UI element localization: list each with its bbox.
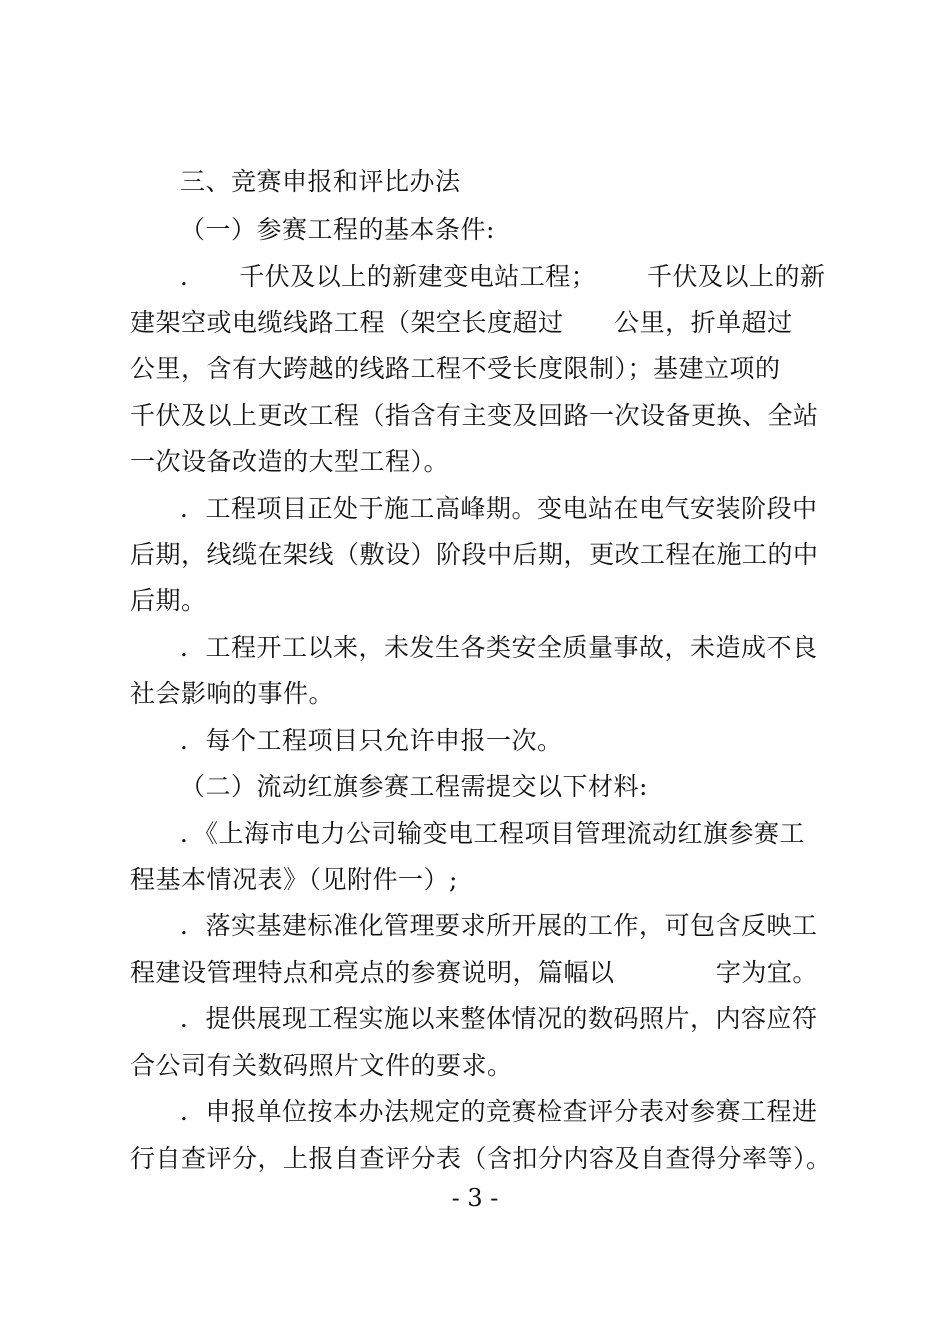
paragraph-line: 程建设管理特点和亮点的参赛说明，篇幅以 字为宜。 [130, 958, 818, 987]
section-heading: 三、竞赛申报和评比办法 [180, 167, 461, 196]
paragraph-line: 后期。 [130, 586, 207, 615]
paragraph-line: 一次设备改造的大型工程）。 [130, 447, 450, 476]
paragraph-line: 建架空或电缆线路工程（架空长度超过 公里，折单超过 [130, 308, 793, 337]
paragraph-line: ．申报单位按本办法规定的竞赛检查评分表对参赛工程进 [180, 1097, 818, 1126]
paragraph-line: 合公司有关数码照片文件的要求。 [130, 1051, 513, 1080]
paragraph-line: 后期，线缆在架线（敷设）阶段中后期，更改工程在施工的中 [130, 540, 819, 569]
paragraph-line: ．工程开工以来，未发生各类安全质量事故，未造成不良 [180, 633, 818, 662]
paragraph-line: ．《上海市电力公司输变电工程项目管理流动红旗参赛工 [180, 819, 806, 848]
paragraph-line: 公里，含有大跨越的线路工程不受长度限制）；基建立项的 [130, 354, 781, 383]
paragraph-line: ．工程项目正处于施工高峰期。变电站在电气安装阶段中 [180, 494, 818, 523]
paragraph-line: ．提供展现工程实施以来整体情况的数码照片，内容应符 [180, 1004, 818, 1033]
paragraph-line: 千伏及以上更改工程（指含有主变及回路一次设备更换、全站 [130, 401, 819, 430]
subsection-heading: （一）参赛工程的基本条件: [180, 215, 495, 244]
paragraph-line: 行自查评分，上报自查评分表（含扣分内容及自查得分率等）。 [130, 1144, 832, 1173]
paragraph-line: ．每个工程项目只允许申报一次。 [180, 726, 563, 755]
paragraph-line: 程基本情况表》（见附件一）; [130, 865, 458, 894]
paragraph-line: 社会影响的事件。 [130, 679, 335, 708]
page-number: - 3 - [451, 1184, 499, 1212]
paragraph-line: ． 千伏及以上的新建变电站工程； 千伏及以上的新 [180, 262, 826, 291]
paragraph-line: ．落实基建标准化管理要求所开展的工作，可包含反映工 [180, 911, 818, 940]
subsection-heading: （二）流动红旗参赛工程需提交以下材料: [180, 772, 648, 801]
